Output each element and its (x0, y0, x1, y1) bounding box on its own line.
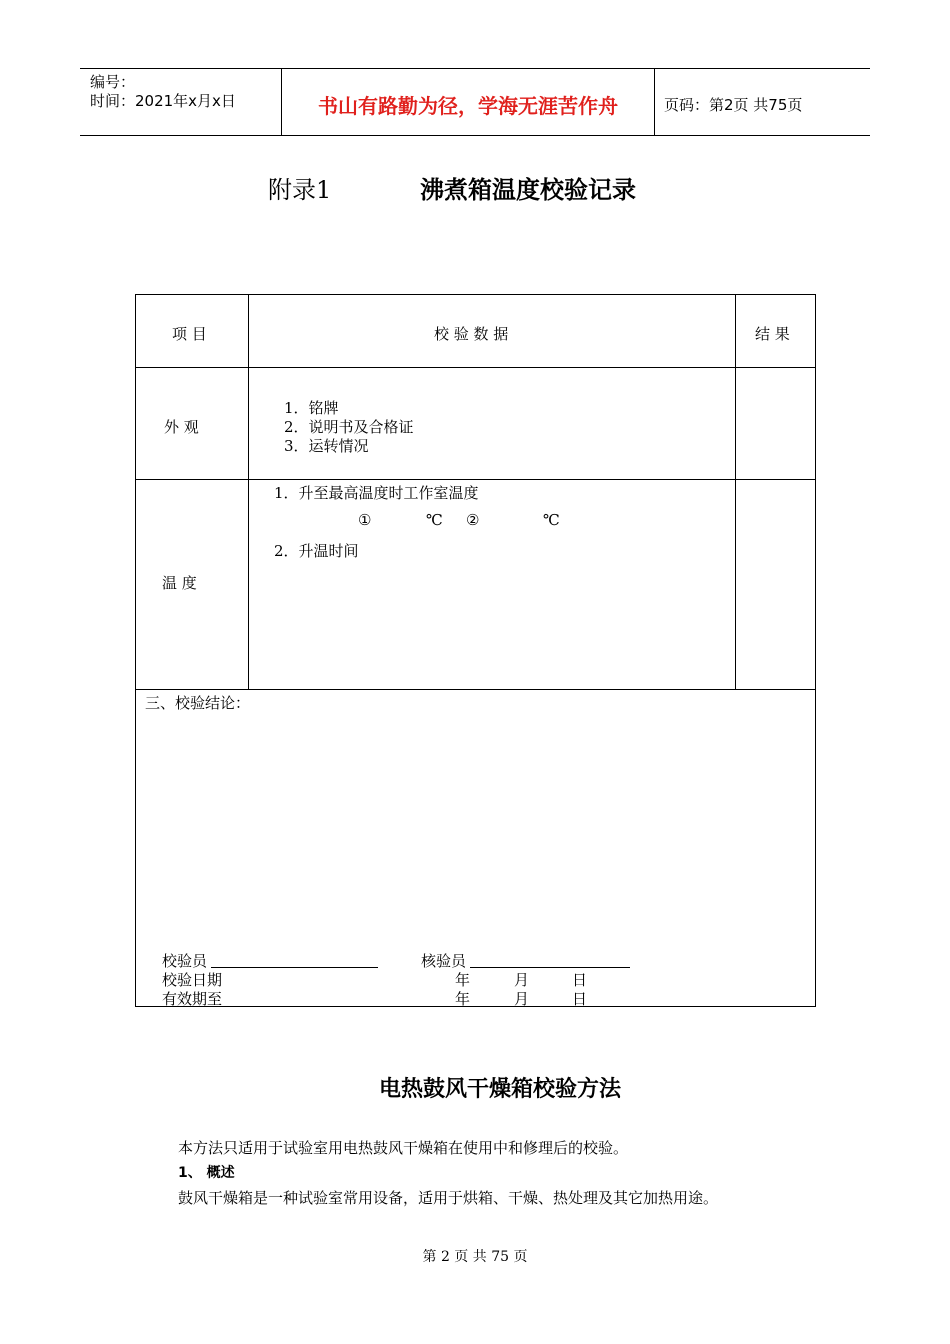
check-date-month: 月 (514, 971, 530, 989)
header-top-rule (80, 68, 870, 69)
inspector-label: 校验员 (162, 952, 208, 970)
table-rule-header-bottom (135, 367, 816, 368)
temperature-max-line: 1．升至最高温度时工作室温度 (274, 484, 479, 502)
checker-signature-line (470, 967, 630, 968)
appendix-title: 沸煮箱温度校验记录 (420, 176, 636, 204)
valid-until-label: 有效期至 (162, 990, 223, 1008)
temperature-unit-2: ℃ (543, 511, 560, 529)
valid-until-year: 年 (455, 990, 471, 1008)
header-bottom-rule (80, 135, 870, 136)
appearance-item-manual: 2．说明书及合格证 (284, 418, 414, 436)
document-number-label: 编号： (90, 73, 136, 91)
page-footer: 第 2 页 共 75 页 (422, 1249, 528, 1265)
temperature-point-1: ① (358, 511, 372, 529)
table-rule-bottom (135, 1006, 816, 1007)
check-date-day: 日 (572, 971, 588, 989)
appearance-item-nameplate: 1．铭牌 (284, 399, 339, 417)
table-rule-item-column (248, 294, 249, 690)
header-item: 项 目 (172, 325, 207, 343)
check-date-label: 校验日期 (162, 971, 223, 989)
table-rule-left (135, 294, 136, 1007)
table-rule-appearance-bottom (135, 479, 816, 480)
header-result: 结 果 (755, 325, 790, 343)
appearance-item-operation: 3．运转情况 (284, 437, 369, 455)
header-motto: 书山有路勤为径，学海无涯苦作舟 (318, 94, 618, 118)
table-rule-right (815, 294, 816, 1007)
appendix-prefix: 附录1 (268, 176, 332, 204)
header-divider-right (654, 69, 655, 136)
appearance-label: 外 观 (164, 418, 199, 436)
table-rule-top (135, 294, 816, 295)
checker-label: 核验员 (421, 952, 467, 970)
table-rule-result-column (735, 294, 736, 690)
section-intro: 本方法只适用于试验室用电热鼓风干燥箱在使用中和修理后的校验。 (178, 1139, 629, 1157)
section-heading-overview: 1、 概述 (178, 1165, 235, 1181)
document-time-label: 时间：2021年x月x日 (90, 92, 236, 110)
check-date-year: 年 (455, 971, 471, 989)
conclusion-label: 三、校验结论： (145, 694, 251, 712)
table-rule-temperature-bottom (135, 689, 816, 690)
temperature-point-2: ② (466, 511, 480, 529)
section-overview-paragraph: 鼓风干燥箱是一种试验室常用设备，适用于烘箱、干燥、热处理及其它加热用途。 (178, 1189, 719, 1207)
valid-until-month: 月 (514, 990, 530, 1008)
temperature-rise-time-line: 2．升温时间 (274, 542, 359, 560)
header-calibration-data: 校 验 数 据 (434, 325, 509, 343)
temperature-label: 温 度 (162, 574, 197, 592)
valid-until-day: 日 (572, 990, 588, 1008)
inspector-signature-line (211, 967, 378, 968)
section-title: 电热鼓风干燥箱校验方法 (378, 1077, 621, 1102)
temperature-unit-1: ℃ (426, 511, 443, 529)
header-page-label: 页码：第2页 共75页 (664, 96, 803, 114)
